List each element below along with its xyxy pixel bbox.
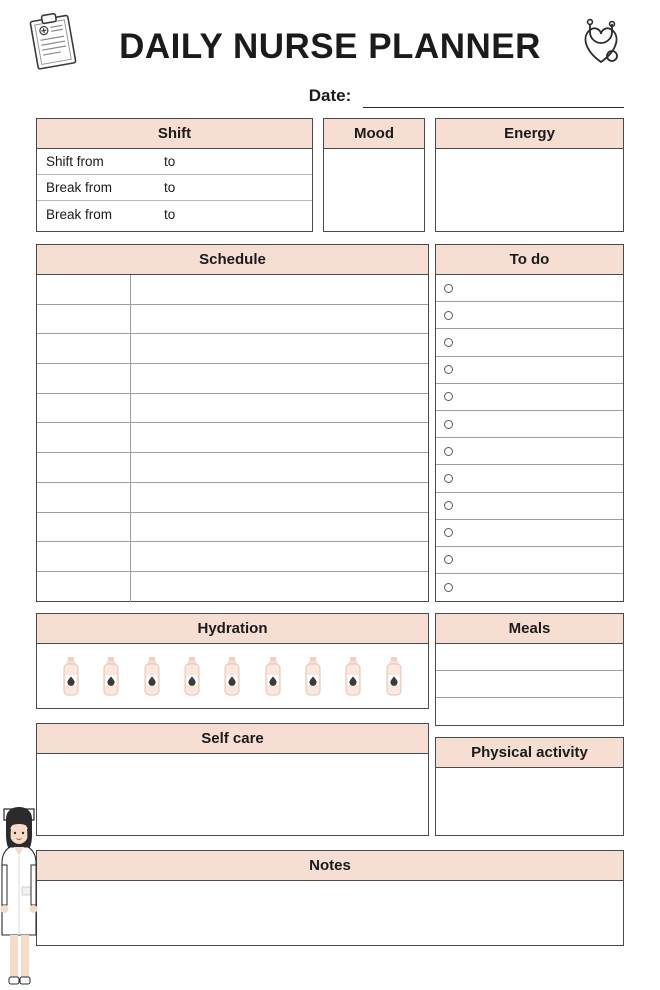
meals-heading: Meals [436, 614, 623, 644]
water-bottle-icon[interactable] [383, 656, 405, 698]
shift-to-label: to [164, 180, 176, 195]
schedule-rows [37, 275, 428, 602]
page-header [0, 14, 660, 80]
schedule-time-cell[interactable] [37, 334, 131, 363]
circle-checkbox-icon[interactable] [444, 392, 453, 401]
schedule-entry-cell[interactable] [131, 572, 428, 602]
shift-to-label: to [164, 154, 176, 169]
schedule-time-cell[interactable] [37, 572, 131, 602]
shift-from-label: Shift from [46, 154, 104, 169]
table-row[interactable] [37, 305, 428, 335]
energy-input-area[interactable] [436, 149, 623, 232]
shift-from-label: Break from [46, 180, 113, 195]
circle-checkbox-icon[interactable] [444, 447, 453, 456]
water-bottle-icon[interactable] [60, 656, 82, 698]
nurse-character-illustration [0, 795, 62, 990]
todo-section [435, 244, 624, 602]
water-bottle-icon[interactable] [100, 656, 122, 698]
shift-section [36, 118, 313, 232]
table-row[interactable] [37, 542, 428, 572]
water-bottle-icon[interactable] [181, 656, 203, 698]
shift-row[interactable] [37, 175, 312, 201]
table-row[interactable] [37, 364, 428, 394]
table-row[interactable] [37, 483, 428, 513]
circle-checkbox-icon[interactable] [444, 311, 453, 320]
list-item[interactable] [436, 574, 623, 601]
list-item[interactable] [436, 520, 623, 547]
schedule-entry-cell[interactable] [131, 305, 428, 334]
table-row[interactable] [37, 572, 428, 602]
hydration-heading: Hydration [37, 614, 428, 644]
selfcare-input-area[interactable] [37, 754, 428, 836]
mood-input-area[interactable] [324, 149, 424, 232]
meal-row[interactable] [436, 698, 623, 725]
hydration-section [36, 613, 429, 709]
schedule-heading: Schedule [37, 245, 428, 275]
mood-section [323, 118, 425, 232]
page-title: DAILY NURSE PLANNER [119, 27, 541, 66]
table-row[interactable] [37, 513, 428, 543]
selfcare-heading: Self care [37, 724, 428, 754]
shift-heading: Shift [37, 119, 312, 149]
clipboard-icon [26, 12, 82, 72]
physical-activity-heading: Physical activity [436, 738, 623, 768]
list-item[interactable] [436, 411, 623, 438]
schedule-entry-cell[interactable] [131, 453, 428, 482]
notes-heading: Notes [37, 851, 623, 881]
schedule-entry-cell[interactable] [131, 394, 428, 423]
circle-checkbox-icon[interactable] [444, 474, 453, 483]
notes-section [36, 850, 624, 946]
schedule-time-cell[interactable] [37, 483, 131, 512]
circle-checkbox-icon[interactable] [444, 338, 453, 347]
circle-checkbox-icon[interactable] [444, 365, 453, 374]
schedule-entry-cell[interactable] [131, 542, 428, 571]
water-bottle-icon[interactable] [262, 656, 284, 698]
schedule-time-cell[interactable] [37, 423, 131, 452]
energy-section [435, 118, 624, 232]
list-item[interactable] [436, 329, 623, 356]
list-item[interactable] [436, 438, 623, 465]
list-item[interactable] [436, 465, 623, 492]
circle-checkbox-icon[interactable] [444, 501, 453, 510]
table-row[interactable] [37, 275, 428, 305]
mood-heading: Mood [324, 119, 424, 149]
circle-checkbox-icon[interactable] [444, 284, 453, 293]
table-row[interactable] [37, 423, 428, 453]
date-row [36, 82, 624, 108]
shift-row[interactable] [37, 149, 312, 175]
list-item[interactable] [436, 302, 623, 329]
list-item[interactable] [436, 547, 623, 574]
energy-heading: Energy [436, 119, 623, 149]
selfcare-section [36, 723, 429, 836]
todo-heading: To do [436, 245, 623, 275]
water-bottle-icon[interactable] [302, 656, 324, 698]
schedule-entry-cell[interactable] [131, 334, 428, 363]
list-item[interactable] [436, 384, 623, 411]
water-bottle-icon[interactable] [141, 656, 163, 698]
stethoscope-heart-icon [572, 12, 630, 70]
hydration-bottles [37, 644, 428, 709]
circle-checkbox-icon[interactable] [444, 420, 453, 429]
table-row[interactable] [37, 394, 428, 424]
shift-from-label: Break from [46, 206, 113, 222]
circle-checkbox-icon[interactable] [444, 528, 453, 537]
table-row[interactable] [37, 334, 428, 364]
shift-row[interactable] [37, 201, 312, 227]
schedule-entry-cell[interactable] [131, 423, 428, 452]
schedule-entry-cell[interactable] [131, 513, 428, 542]
shift-to-label: to [164, 206, 176, 222]
date-input-line[interactable] [363, 107, 624, 108]
list-item[interactable] [436, 357, 623, 384]
schedule-time-cell[interactable] [37, 394, 131, 423]
meals-section [435, 613, 624, 726]
physical-activity-section [435, 737, 624, 836]
schedule-time-cell[interactable] [37, 364, 131, 393]
water-bottle-icon[interactable] [221, 656, 243, 698]
water-bottle-icon[interactable] [342, 656, 364, 698]
circle-checkbox-icon[interactable] [444, 583, 453, 592]
schedule-section [36, 244, 429, 602]
notes-input-area[interactable] [37, 881, 623, 946]
physical-activity-input-area[interactable] [436, 768, 623, 836]
date-label: Date: [308, 86, 352, 105]
circle-checkbox-icon[interactable] [444, 555, 453, 564]
list-item[interactable] [436, 275, 623, 302]
meal-row[interactable] [436, 644, 623, 671]
schedule-entry-cell[interactable] [131, 483, 428, 512]
schedule-entry-cell[interactable] [131, 275, 428, 304]
schedule-time-cell[interactable] [37, 305, 131, 334]
list-item[interactable] [436, 493, 623, 520]
schedule-time-cell[interactable] [37, 513, 131, 542]
table-row[interactable] [37, 453, 428, 483]
schedule-time-cell[interactable] [37, 542, 131, 571]
meal-row[interactable] [436, 671, 623, 698]
schedule-time-cell[interactable] [37, 453, 131, 482]
schedule-entry-cell[interactable] [131, 364, 428, 393]
todo-list [436, 275, 623, 602]
schedule-time-cell[interactable] [37, 275, 131, 304]
